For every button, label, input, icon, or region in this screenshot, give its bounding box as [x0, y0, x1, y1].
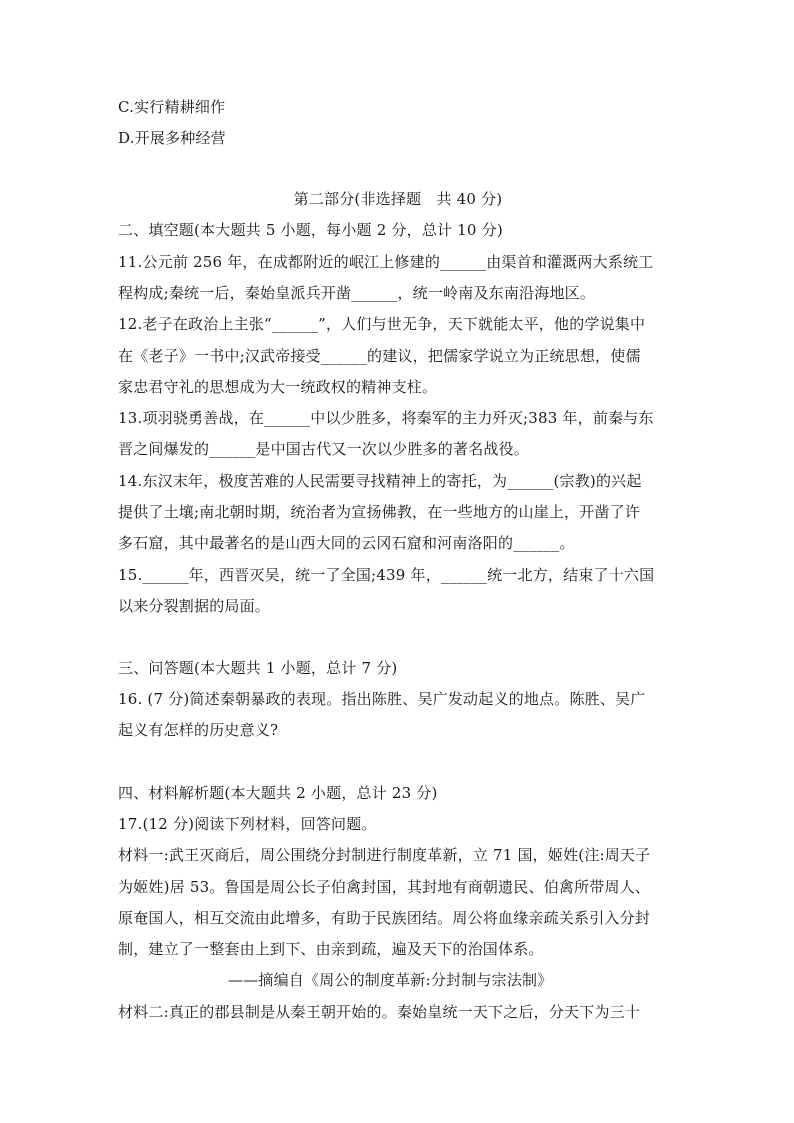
material1-source: ——摘编自《周公的制度革新:分封制与宗法制》 [228, 971, 553, 989]
q11-line: 11.公元前 256 年，在成都附近的岷江上修建的______由渠首和灌溉两大系统工 [118, 253, 654, 271]
option-d: D.开展多种经营 [118, 129, 226, 147]
section3-heading: 三、问答题(本大题共 1 小题，总计 7 分) [118, 659, 398, 677]
q15-line: 以来分裂割据的局面。 [118, 597, 271, 615]
material2-line: 材料二:真正的郡县制是从秦王朝开始的。秦始皇统一天下之后，分天下为三十 [118, 1003, 641, 1021]
material1-line: 为姬姓)居 53。鲁国是周公长子伯禽封国，其封地有商朝遗民、伯禽所带周人、 [118, 878, 651, 896]
material1-line: 原奄国人，相互交流由此增多，有助于民族团结。周公将血缘亲疏关系引入分封 [118, 909, 651, 927]
q13-line: 13.项羽骁勇善战，在______中以少胜多，将秦军的主力歼灭;383 年，前秦与东 [118, 409, 654, 427]
q17-prompt: 17.(12 分)阅读下列材料，回答问题。 [118, 815, 377, 833]
q14-line: 14.东汉末年，极度苦难的人民需要寻找精神上的寄托，为______(宗教)的兴起 [118, 472, 642, 490]
section2-heading: 二、填空题(本大题共 5 小题，每小题 2 分，总计 10 分) [118, 221, 503, 239]
option-c: C.实行精耕细作 [118, 98, 226, 116]
q12-line: 家忠君守礼的思想成为大一统政权的精神支柱。 [118, 378, 438, 396]
q12-line: 在《老子》一书中;汉武帝接受______的建议，把儒家学说立为正统思想，使儒 [118, 347, 641, 365]
q14-line: 提供了土壤;南北朝时期，统治者为宣扬佛教，在一些地方的山崖上，开凿了许 [118, 503, 641, 521]
material1-line: 制，建立了一整套由上到下、由亲到疏，遍及天下的治国体系。 [118, 940, 544, 958]
q13-line: 晋之间爆发的______是中国古代又一次以少胜多的著名战役。 [118, 440, 530, 458]
section4-heading: 四、材料解析题(本大题共 2 小题，总计 23 分) [118, 784, 438, 802]
q12-line: 12.老子在政治上主张“______”，人们与世无争，天下就能太平，他的学说集中 [118, 315, 646, 333]
q11-line: 程构成;秦统一后，秦始皇派兵开凿______，统一岭南及东南沿海地区。 [118, 284, 596, 302]
q16-line: 起义有怎样的历史意义? [118, 721, 279, 739]
part-title: 第二部分(非选择题 共 40 分) [293, 190, 503, 208]
q16-line: 16. (7 分)简述秦朝暴政的表现。指出陈胜、吴广发动起义的地点。陈胜、吴广 [118, 690, 646, 708]
q14-line: 多石窟，其中最著名的是山西大同的云冈石窟和河南洛阳的______。 [118, 534, 575, 552]
material1-line: 材料一:武王灭商后，周公围绕分封制进行制度革新，立 71 国，姬姓(注:周天子 [118, 846, 651, 864]
q15-line: 15.______年，西晋灭吴，统一了全国;439 年，______统一北方，结束了十六国 [118, 566, 655, 584]
